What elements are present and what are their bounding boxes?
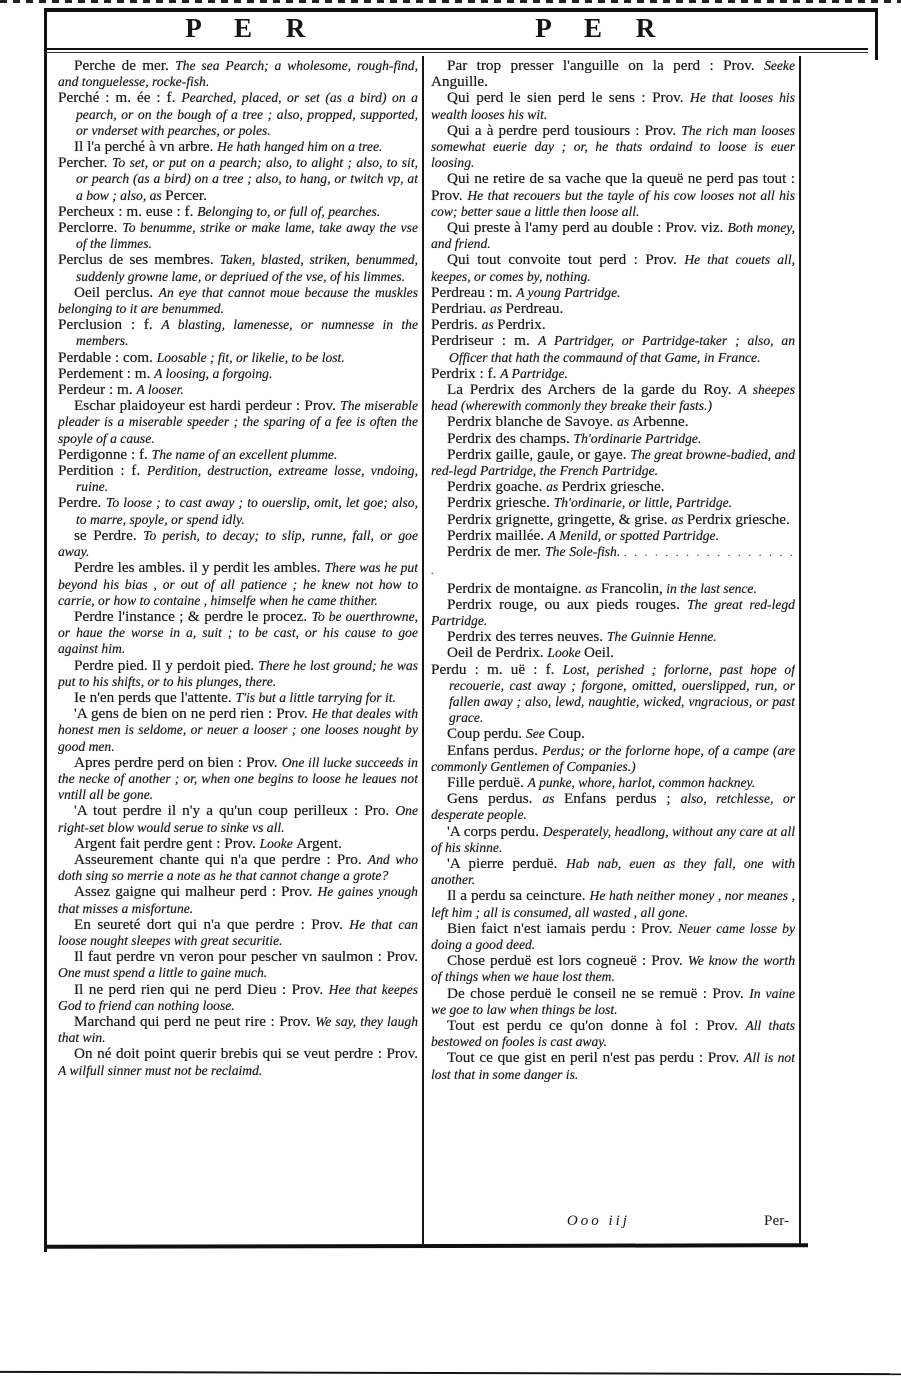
gloss-text: In vaine we goe to law when things be lost. <box>431 985 795 1017</box>
headword-text: 'A gens de bien on ne perd rien : Prov. <box>74 705 312 723</box>
dictionary-entry <box>58 1014 418 1046</box>
headword-text: Qui perd le sien perd le sens : Prov. <box>447 89 691 107</box>
gloss-text: Pearched, placed, or set (as a bird) on a pearch, or on the bough of a tree ; also, propped, supported, or vnderset with pearches, or poles. <box>76 90 418 138</box>
headword-text: Tout ce que gist en peril n'est pas perdu : Prov. <box>447 1049 745 1067</box>
dictionary-entry <box>431 1050 795 1082</box>
right-column <box>431 58 795 1242</box>
headword-text: Perche de mer. <box>74 58 176 74</box>
dictionary-entry <box>431 824 795 856</box>
headword-text: Perdrix rouge, ou aux pieds rouges. <box>447 595 688 613</box>
headword-text: Perclorre. <box>58 219 123 237</box>
dictionary-entry <box>431 775 795 791</box>
headword-text: Francolin, <box>600 579 663 597</box>
dictionary-entry <box>431 888 795 920</box>
gloss-text: Th'ordinarie Partridge. <box>573 430 702 446</box>
headword-text: Perdrix griesche. <box>447 494 554 512</box>
dictionary-entry <box>58 350 418 366</box>
dictionary-entry <box>431 645 795 661</box>
dictionary-entry <box>431 431 795 447</box>
dictionary-entry <box>431 512 795 528</box>
headword-text: Perdre l'instance ; & perdre le procez. <box>74 607 312 625</box>
gloss-text: Loosable ; fit, or likelie, to be lost. <box>156 349 345 365</box>
gathering-signature: Ooo iij <box>566 1213 630 1229</box>
headword-text: Perdriau. <box>431 300 491 318</box>
gloss-text: A Partridger, or Partridge-taker ; also, an Officer that hath the commaund of that Game, in France. <box>449 333 795 365</box>
dictionary-entry <box>58 90 418 139</box>
gloss-text: Perdus; or the forlorne hope, of a campe (are commonly Gentlemen of Companies.) <box>431 742 795 774</box>
gloss-text: The Guinnie Henne. <box>606 629 717 645</box>
headword-text: Par trop presser l'anguille on la perd : Prov. <box>447 58 765 74</box>
dictionary-entry <box>58 560 418 609</box>
gloss-text: Neuer came losse by doing a good deed. <box>431 920 795 952</box>
dictionary-entry <box>58 463 418 495</box>
headword-text: Perdrix blanche de Savoye. <box>447 413 617 431</box>
dictionary-entry <box>431 921 795 953</box>
headword-text: Arbenne. <box>632 413 689 431</box>
headword-text: 'A tout perdre il n'y a qu'un coup perilleux : Pro. <box>74 802 396 820</box>
headword-text: Coup. <box>548 725 585 743</box>
headword-text: Qui tout convoite tout perd : Prov. <box>447 251 685 269</box>
gloss-text: The great browne-badied, and red-legd Partridge, the French Partridge. <box>431 446 795 479</box>
gloss-text: A Partridge. <box>500 365 568 381</box>
dictionary-entry <box>58 317 418 349</box>
dictionary-entry <box>431 414 795 430</box>
gloss-text: He hath neither money , nor meanes , left him ; all is consumed, all wasted , all gone. <box>431 888 795 920</box>
gloss-text: We say, they laugh that win. <box>58 1013 418 1046</box>
gloss-text: He that looses his wealth looses his wit. <box>431 90 795 122</box>
gloss-text: One right-set blow would serue to sinke vs all. <box>58 803 418 835</box>
running-head-left: P E R <box>185 13 319 43</box>
headword-text: Perdement : m. <box>58 364 155 382</box>
gloss-text: The name of an excellent plumme. <box>151 446 338 462</box>
dictionary-entry <box>58 528 418 560</box>
dictionary-entry <box>431 953 795 985</box>
headword-text: Enfans perdus ; <box>563 790 681 808</box>
headword-text: Il ne perd rien qui ne perd Dieu : Prov. <box>74 980 329 998</box>
dotted-filler: . . . . . . . . . . . . . . . . . . <box>431 548 795 578</box>
dictionary-entry <box>431 743 795 775</box>
headword-text: Perdrix de montaigne. <box>447 579 586 597</box>
page-frame-bottom-rule <box>46 1243 808 1249</box>
dictionary-entry <box>58 447 418 463</box>
gloss-text: as <box>542 791 564 807</box>
gloss-text: A wilfull sinner must not be reclaimd. <box>58 1062 263 1078</box>
headword-text: Ie n'en perds que l'attente. <box>74 688 236 706</box>
gloss-text: All thats bestowed on fooles is cast away. <box>431 1017 795 1050</box>
gloss-text: A looser. <box>136 382 184 398</box>
headword-text: Perdeur : m. <box>58 381 137 399</box>
dictionary-entry <box>58 382 418 398</box>
headword-text: 'A pierre perduë. <box>447 854 566 872</box>
dictionary-entry <box>58 366 418 382</box>
dictionary-entry <box>431 285 795 301</box>
headword-text: Apres perdre perd on bien : Prov. <box>74 753 282 771</box>
gloss-text: as <box>546 479 562 495</box>
dictionary-entry <box>58 982 418 1014</box>
dictionary-entry <box>431 333 795 365</box>
scan-edge-top <box>0 0 901 3</box>
gloss-text: He that couets all, keepes, or comes by, nothing. <box>431 252 795 284</box>
headword-text: On né doit point querir brebis qui se veut perdre : Prov. <box>74 1045 418 1063</box>
headword-text: Enfans perdus. <box>447 741 543 759</box>
gloss-text: Desperately, headlong, without any care at all of his skinne. <box>431 823 795 855</box>
headword-text: Fille perduë. <box>447 773 528 791</box>
gloss-text: The great red-legd Partridge. <box>431 596 795 628</box>
headword-text: Asseurement chante qui n'a que perdre : Pro. <box>74 850 368 868</box>
headword-text: Perdreau : m. <box>431 283 517 301</box>
headword-text: Il faut perdre vn veron pour pescher vn saulmon : Prov. <box>74 948 418 966</box>
gloss-text: as <box>481 317 498 333</box>
dictionary-entry <box>431 220 795 252</box>
dictionary-entry <box>431 544 795 580</box>
headword-text: Perdre les ambles. il y perdit les ambles. <box>74 559 325 577</box>
dictionary-entry <box>58 204 418 220</box>
headword-text: Qui ne retire de sa vache que la queuë ne perd pas tout : Prov. <box>431 170 795 204</box>
dictionary-entry <box>58 803 418 835</box>
headword-text: Percer. <box>165 186 207 204</box>
headword-text: Bien faict n'est iamais perdu : Prov. <box>447 919 678 937</box>
dictionary-entry <box>58 252 418 284</box>
headword-text: Perdrix gaille, gaule, or gaye. <box>447 445 631 463</box>
dictionary-entry <box>431 856 795 888</box>
gloss-text: T'is but a little tarrying for it. <box>235 689 396 705</box>
gloss-text: as <box>585 580 601 596</box>
headword-text: Perdrix des terres neuves. <box>447 628 607 646</box>
page-frame-left-rule <box>44 8 47 1252</box>
headword-text: Oeil de Perdrix. <box>447 644 548 662</box>
gloss-text: He that recouers but the tayle of his cow looses not all his cow; better saue a little then loose all. <box>431 187 795 219</box>
gloss-text: To loose ; to cast away ; to ouerslip, omit, let goe; also, to marre, spoyle, or spend idly. <box>76 495 418 527</box>
header-divider-rule <box>46 48 868 50</box>
headword-text: La Perdrix des Archers de la garde du Roy. <box>447 381 739 399</box>
dictionary-entry <box>58 609 418 658</box>
dictionary-entry <box>431 382 795 414</box>
gloss-text: A Menild, or spotted Partridge. <box>547 527 719 543</box>
gloss-text: A blasting, lamenesse, or numnesse in the members. <box>76 317 418 349</box>
dictionary-entry <box>431 58 795 90</box>
left-column <box>58 58 418 1242</box>
dictionary-entry <box>58 852 418 884</box>
headword-text: Eschar plaidoyeur est hardi perdeur : Prov. <box>74 397 341 415</box>
dictionary-entry <box>58 836 418 852</box>
headword-text: Perdition : f. <box>58 462 147 480</box>
headword-text: En seureté dort qui n'a que perdre : Prov. <box>74 915 350 933</box>
headword-text: Argent fait perdre gent : Prov. <box>74 834 260 852</box>
gloss-text: There was he put beyond his bias , or out of all patience ; he knew not how to carrie, or how to containe , himselfe when he came thither. <box>58 560 418 608</box>
dictionary-entry <box>58 949 418 981</box>
headword-text: Perché : m. ée : f. <box>58 89 182 107</box>
dictionary-entry <box>58 1046 418 1078</box>
gloss-text: One ill lucke succeeds in the necke of another ; or, when one begins to loose he leaues not vntill all be gone. <box>58 754 418 803</box>
gloss-text: The Sole-fish. <box>545 544 625 560</box>
dictionary-entry <box>431 791 795 823</box>
headword-text: Argent. <box>296 834 342 852</box>
headword-text: Perdu : m. uë : f. <box>431 660 563 678</box>
dictionary-entry <box>431 629 795 645</box>
gloss-text: Lost, perished ; forlorne, past hope of recouerie, cast away ; forgone, omitted, ouerslipped, run, or fallen away ; also, lewd, naughtie, wicked, vngracious, or past grace. <box>449 661 795 726</box>
gloss-text: He hath hanged him on a tree. <box>217 139 383 155</box>
headword-text: Qui preste à l'amy perd au double : Prov. viz. <box>447 219 728 237</box>
dictionary-entry <box>58 220 418 252</box>
gloss-text: To perish, to decay; to slip, runne, fall, or goe away. <box>58 527 418 560</box>
gloss-text: Seeke <box>764 58 795 73</box>
headword-text: Anguille. <box>431 73 488 91</box>
gloss-text: also, retchlesse, or desperate people. <box>431 791 795 823</box>
dictionary-entry <box>58 495 418 527</box>
gloss-text: in the last sence. <box>662 580 757 596</box>
gloss-text: Th'ordinarie, or little, Partridge. <box>553 495 733 511</box>
gloss-text: He that deales with honest men is seldome, or neuer a looser ; one looses nought by good men. <box>58 706 418 754</box>
dictionary-entry <box>431 90 795 122</box>
headword-text: Perdris. <box>431 316 482 334</box>
dictionary-entry <box>58 155 418 204</box>
gloss-text: There he lost ground; he was put to his shifts, or to his plunges, there. <box>58 657 418 689</box>
gloss-text: Taken, blasted, striken, benummed, suddenly growne lame, or depriued of the vse, of his limmes. <box>76 252 418 284</box>
gloss-text: Belonging to, or full of, pearches. <box>197 203 381 219</box>
dictionary-entry <box>58 285 418 317</box>
dictionary-entry <box>58 398 418 447</box>
headword-text: Perdrix : f. <box>431 364 501 382</box>
dictionary-entry <box>431 495 795 511</box>
gloss-text: All is not lost that in some danger is. <box>431 1050 795 1082</box>
gloss-text: The rich man looses somewhat euerie day ; or, he thats ordaind to loose is euer loosing. <box>431 122 795 171</box>
dictionary-entry <box>431 366 795 382</box>
headword-text: Gens perdus. <box>447 790 543 808</box>
gloss-text: Looke <box>547 645 585 661</box>
gloss-text: To set, or put on a pearch; also, to alight ; also, to sit, or pearch (as a bird) on a tree ; also, to hang, or twitch vp, at a bow ; also, as <box>76 155 418 203</box>
catchword: Per- <box>764 1212 789 1229</box>
page-bottom-edge <box>0 1371 901 1375</box>
gloss-text: The sea Pearch; a wholesome, rough-find, and tonguelesse, rocke-fish. <box>58 58 418 90</box>
dictionary-entry <box>431 528 795 544</box>
headword-text: Percheux : m. euse : f. <box>58 202 198 220</box>
column-divider-rule <box>422 56 424 1244</box>
running-head-right: P E R <box>535 13 669 43</box>
headword-text: De chose perduë le conseil ne se remuë : Prov. <box>447 984 750 1002</box>
dictionary-entry <box>431 597 795 629</box>
gloss-text: Looke <box>259 835 297 851</box>
dictionary-entry <box>431 986 795 1018</box>
headword-text: Perdrix grignette, gringette, & grise. <box>447 510 672 528</box>
headword-text: Perdrix des champs. <box>447 429 574 447</box>
headword-text: Assez gaigne qui malheur perd : Prov. <box>74 883 318 901</box>
headword-text: Il l'a perché à vn arbre. <box>74 138 218 156</box>
colophon-row <box>431 1212 795 1232</box>
dictionary-entry <box>431 1018 795 1050</box>
headword-text: Coup perdu. <box>447 725 526 743</box>
dictionary-entry <box>431 479 795 495</box>
gloss-text: Hab nab, euen as they fall, one with another. <box>431 855 795 888</box>
gloss-text: He gaines ynough that misses a misfortune. <box>58 884 418 916</box>
gloss-text: as <box>616 414 633 430</box>
headword-text: Chose perduë est lors cogneuë : Prov. <box>447 952 688 970</box>
headword-text: Perdriseur : m. <box>431 332 539 350</box>
headword-text: Perdreau. <box>505 300 564 318</box>
headword-text: Perdrix griesche. <box>686 510 790 528</box>
headword-text: se Perdre. <box>74 526 144 544</box>
dictionary-entry <box>58 690 418 706</box>
headword-text: Perdrix. <box>497 316 546 334</box>
headword-text: Perdrix goache. <box>447 478 547 496</box>
gloss-text: Perdition, destruction, extreame losse, vndoing, ruine. <box>76 463 418 495</box>
headword-text: Perclus de ses membres. <box>58 251 220 269</box>
headword-text: Tout est perdu ce qu'on donne à fol : Prov. <box>447 1016 746 1034</box>
headword-text: Perdre pied. Il y perdoit pied. <box>74 656 259 674</box>
dictionary-entry <box>58 658 418 690</box>
gloss-text: He that can loose nought sleepes with great securitie. <box>58 916 418 948</box>
dictionary-entry <box>58 917 418 949</box>
headword-text: Percher. <box>58 154 113 172</box>
gloss-text: To be ouerthrowne, or haue the worse in a, suit ; to be cast, or his cause to goe against him. <box>58 608 418 657</box>
gloss-text: We know the worth of things when we haue lost them. <box>431 953 795 985</box>
gloss-text: Hee that keepes God to friend can nothing loose. <box>58 981 418 1013</box>
dictionary-entry <box>431 447 795 479</box>
headword-text: Perdable : com. <box>58 348 157 366</box>
dictionary-entry <box>431 726 795 742</box>
page-frame-right-rule <box>875 8 878 60</box>
page-frame-top-rule <box>46 8 878 12</box>
headword-text: Oeil perclus. <box>74 283 159 301</box>
dictionary-entry <box>431 252 795 284</box>
dictionary-entry <box>58 139 418 155</box>
dictionary-entry <box>431 301 795 317</box>
dictionary-entry <box>58 706 418 755</box>
gloss-text: A sheepes head (wherewith commonly they breake their fasts.) <box>431 382 795 414</box>
gloss-text: as <box>671 511 687 527</box>
dictionary-entry <box>431 171 795 220</box>
gloss-text: as <box>490 301 506 317</box>
headword-text: Marchand qui perd ne peut rire : Prov. <box>74 1012 316 1030</box>
dictionary-entry <box>431 123 795 172</box>
gloss-text: A punke, whore, harlot, common hackney. <box>527 774 756 790</box>
headword-text: Perdrix maillée. <box>447 526 548 544</box>
gloss-text: And who doth sing so merrie a note as he that cannot change a grote? <box>58 851 418 884</box>
gloss-text: One must spend a little to gaine much. <box>58 965 268 981</box>
dictionary-entry <box>431 317 795 333</box>
headword-text: 'A corps perdu. <box>447 822 543 840</box>
dictionary-entry <box>58 58 418 90</box>
gloss-text: To benumme, strike or make lame, take away the vse of the limmes. <box>76 220 418 252</box>
dictionary-entry <box>58 755 418 804</box>
headword-text: Oeil. <box>584 644 614 662</box>
headword-text: Il a perdu sa ceincture. <box>447 887 590 905</box>
gloss-text: A young Partridge. <box>516 284 621 300</box>
right-margin-rule <box>799 56 801 1244</box>
headword-text: Perdrix de mer. <box>447 543 546 561</box>
headword-text: Perdre. <box>58 494 107 512</box>
gloss-text: Both money, and friend. <box>431 220 795 252</box>
headword-text: Perdigonne : f. <box>58 445 152 463</box>
gloss-text: See <box>525 726 549 742</box>
headword-text: Qui a à perdre perd tousiours : Prov. <box>447 121 682 139</box>
dictionary-entry <box>431 581 795 597</box>
dictionary-entry <box>431 662 795 727</box>
dictionary-entry <box>58 884 418 916</box>
gloss-text: The miserable pleader is a miserable speeder ; the sparing of a fee is often the spoyle of a cause. <box>58 398 418 446</box>
headword-text: Perclusion : f. <box>58 316 162 334</box>
header-divider-rule-thin <box>46 52 868 53</box>
headword-text: Perdrix griesche. <box>561 478 665 496</box>
gloss-text: An eye that cannot moue because the muskles belonging to it are benummed. <box>58 284 418 317</box>
gloss-text: A loosing, a forgoing. <box>154 365 273 381</box>
